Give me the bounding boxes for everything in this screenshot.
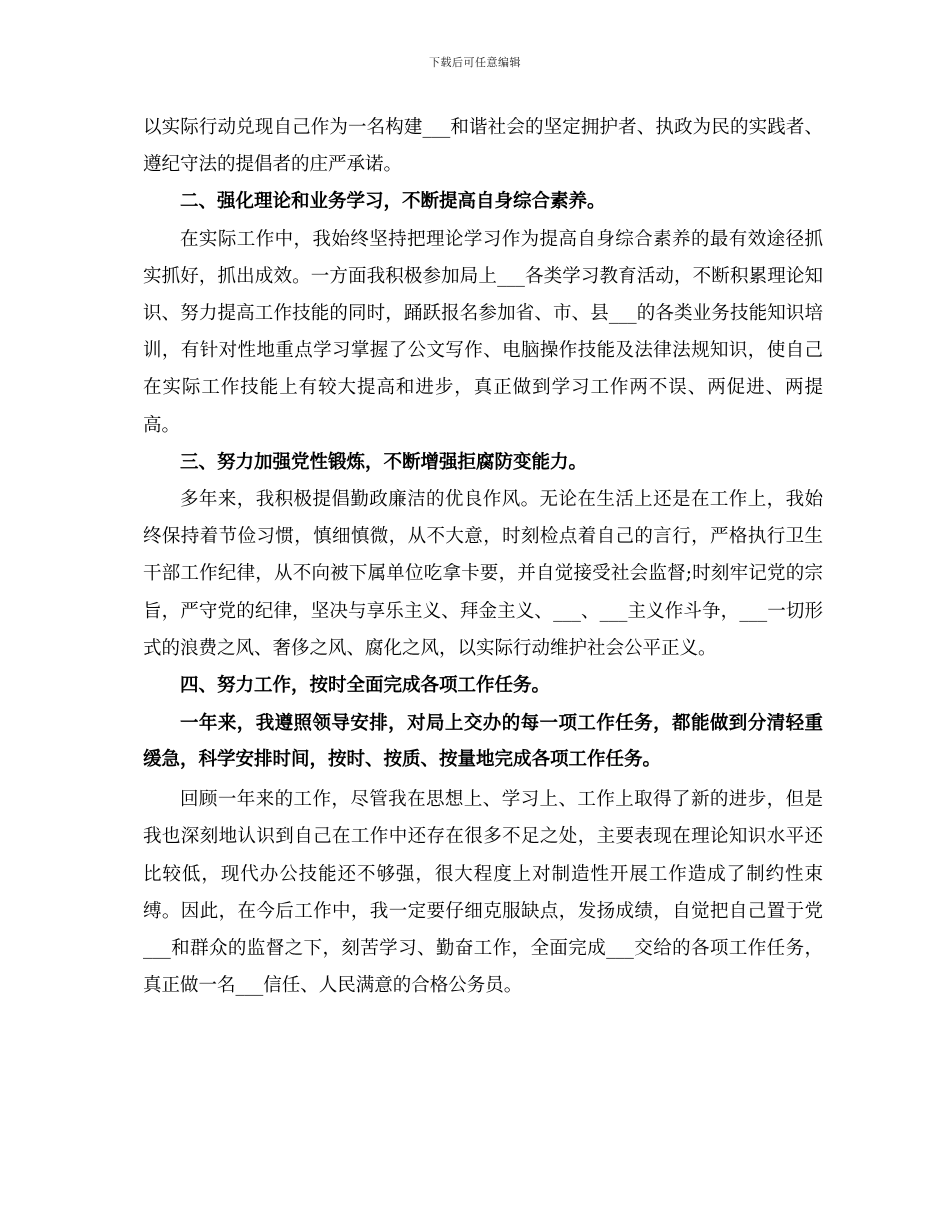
document-body <box>143 109 823 1004</box>
section-heading-study: 二、强化理论和业务学习，不断提高自身综合素养。 <box>180 191 606 213</box>
paragraph-pledge: 以实际行动兑现自己作为一名构建___和谐社会的坚定拥护者、执政为民的实践者、遵纪守法的提倡者的庄严承诺。 <box>143 117 823 176</box>
paragraph-work-emphasis: 一年来，我遵照领导安排，对局上交办的每一项工作任务，都能做到分清轻重缓急，科学安排时间，按时、按质、按量地完成各项工作任务。 <box>143 713 823 770</box>
paragraph-party-spirit: 多年来，我积极提倡勤政廉洁的优良作风。无论在生活上还是在工作上，我始终保持着节俭习惯，慎细慎微，从不大意，时刻检点着自己的言行，严格执行卫生干部工作纪律，从不向被下属单位吃拿卡要，并自觉接受社会监督;时刻牢记党的宗旨，严守党的纪律，坚决与享乐主义、拜金主义、___、___主义作斗争，___一切形式的浪费之风、奢侈之风、腐化之风，以实际行动维护社会公平正义。 <box>143 489 823 659</box>
page-header-note: 下载后可任意编辑 <box>429 56 521 69</box>
section-heading-work: 四、努力工作，按时全面完成各项工作任务。 <box>180 675 551 697</box>
paragraph-study: 在实际工作中，我始终坚持把理论学习作为提高自身综合素养的最有效途径抓实抓好，抓出成效。一方面我积极参加局上___各类学习教育活动，不断积累理论知识、努力提高工作技能的同时，踊跃报名参加省、市、县___的各类业务技能知识培训，有针对性地重点学习掌握了公文写作、电脑操作技能及法律法规知识，使自己在实际工作技能上有较大提高和进步，真正做到学习工作两不误、两促进、两提高。 <box>143 228 823 436</box>
section-heading-party-spirit: 三、努力加强党性锻炼，不断增强拒腐防变能力。 <box>180 451 588 473</box>
paragraph-review: 回顾一年来的工作，尽管我在思想上、学习上、工作上取得了新的进步，但是我也深刻地认识到自己在工作中还存在很多不足之处，主要表现在理论知识水平还比较低，现代办公技能还不够强，很大程度上对制造性开展工作造成了制约性束缚。因此，在今后工作中，我一定要仔细克服缺点，发扬成绩，自觉把自己置于党___和群众的监督之下，刻苦学习、勤奋工作，全面完成___交给的各项工作任务，真正做一名___信任、人民满意的合格公务员。 <box>143 789 823 997</box>
